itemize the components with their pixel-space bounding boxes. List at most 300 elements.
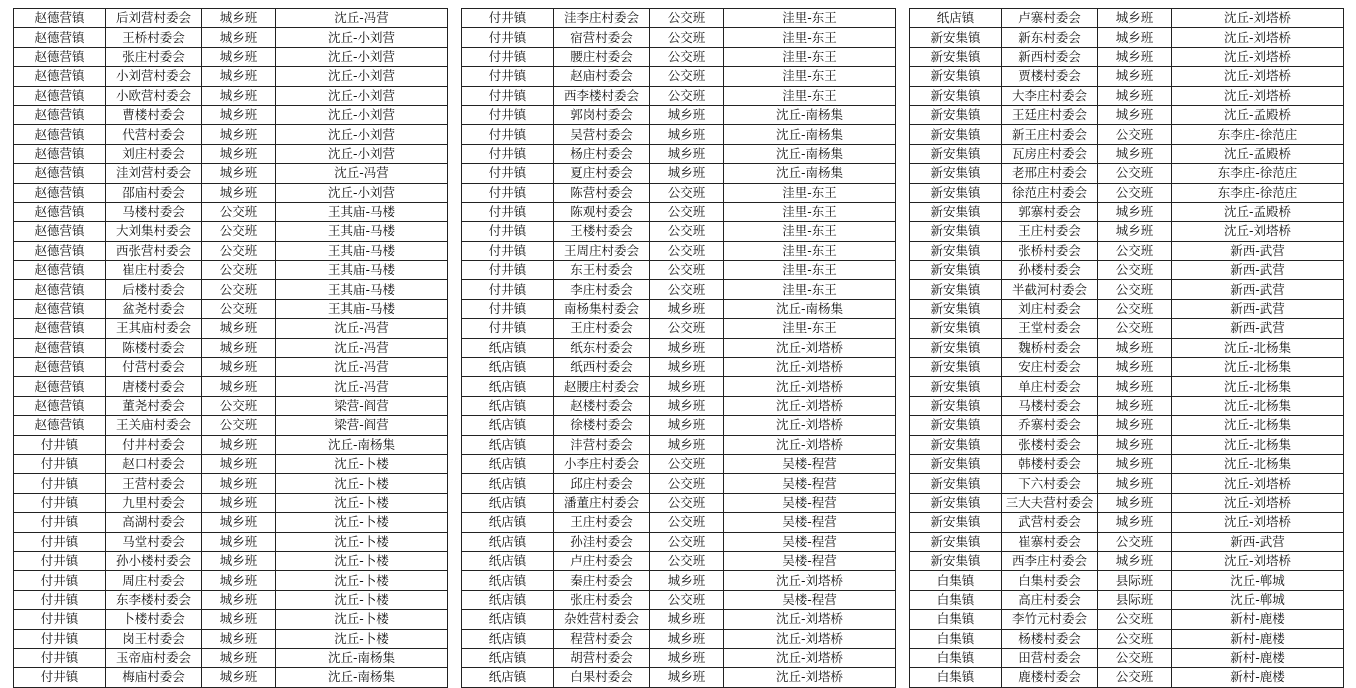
table-row	[910, 571, 1344, 590]
route-cell: 沈丘-北杨集	[1172, 454, 1344, 473]
route-cell: 新西-武营	[1172, 280, 1344, 299]
route-cell: 沈丘-南杨集	[724, 125, 896, 144]
table-row	[462, 183, 896, 202]
service-type-cell: 城乡班	[202, 668, 276, 687]
service-type-cell: 公交班	[202, 202, 276, 221]
table-row	[14, 67, 448, 86]
village-cell: 张庄村委会	[106, 47, 202, 66]
route-cell: 沈丘-小刘营	[276, 86, 448, 105]
town-cell: 白集镇	[910, 590, 1002, 609]
route-cell: 洼里-东王	[724, 28, 896, 47]
service-type-cell: 城乡班	[202, 358, 276, 377]
service-type-cell: 城乡班	[1098, 551, 1172, 570]
service-type-cell: 公交班	[202, 299, 276, 318]
town-cell: 赵德营镇	[14, 86, 106, 105]
town-cell: 付井镇	[462, 86, 554, 105]
table-row	[14, 629, 448, 648]
route-cell: 洼里-东王	[724, 241, 896, 260]
service-type-cell: 城乡班	[650, 377, 724, 396]
service-type-cell: 公交班	[650, 28, 724, 47]
village-cell: 孙楼村委会	[1002, 261, 1098, 280]
route-cell: 王其庙-马楼	[276, 241, 448, 260]
town-cell: 新安集镇	[910, 47, 1002, 66]
route-cell: 王其庙-马楼	[276, 280, 448, 299]
service-type-cell: 城乡班	[650, 125, 724, 144]
route-cell: 东李庄-徐范庄	[1172, 125, 1344, 144]
town-cell: 纸店镇	[462, 551, 554, 570]
village-cell: 南杨集村委会	[554, 299, 650, 318]
village-cell: 梅庙村委会	[106, 668, 202, 687]
village-cell: 刘庄村委会	[106, 144, 202, 163]
town-cell: 付井镇	[462, 241, 554, 260]
route-cell: 沈丘-冯营	[276, 164, 448, 183]
route-cell: 沈丘-小刘营	[276, 183, 448, 202]
village-cell: 西李楼村委会	[554, 86, 650, 105]
village-cell: 潘董庄村委会	[554, 493, 650, 512]
route-cell: 沈丘-刘塔桥	[1172, 28, 1344, 47]
village-cell: 王庄村委会	[554, 319, 650, 338]
table-row	[14, 571, 448, 590]
service-type-cell: 公交班	[1098, 532, 1172, 551]
town-cell: 赵德营镇	[14, 183, 106, 202]
table-row	[910, 280, 1344, 299]
table-row	[14, 280, 448, 299]
route-cell: 沈丘-刘塔桥	[1172, 47, 1344, 66]
village-cell: 宿营村委会	[554, 28, 650, 47]
service-type-cell: 县际班	[1098, 590, 1172, 609]
service-type-cell: 公交班	[202, 241, 276, 260]
service-type-cell: 城乡班	[1098, 454, 1172, 473]
route-cell: 沈丘-刘塔桥	[1172, 86, 1344, 105]
town-cell: 新安集镇	[910, 86, 1002, 105]
village-cell: 唐楼村委会	[106, 377, 202, 396]
route-cell: 沈丘-刘塔桥	[1172, 222, 1344, 241]
village-cell: 王桥村委会	[106, 28, 202, 47]
table-row	[910, 396, 1344, 415]
town-cell: 付井镇	[462, 47, 554, 66]
table-row	[910, 338, 1344, 357]
route-cell: 沈丘-刘塔桥	[724, 396, 896, 415]
town-cell: 付井镇	[462, 105, 554, 124]
service-type-cell: 城乡班	[202, 67, 276, 86]
table-row	[462, 125, 896, 144]
table-row	[462, 67, 896, 86]
service-type-cell: 城乡班	[650, 610, 724, 629]
service-type-cell: 公交班	[650, 454, 724, 473]
town-cell: 付井镇	[462, 299, 554, 318]
town-cell: 新安集镇	[910, 241, 1002, 260]
town-cell: 付井镇	[462, 144, 554, 163]
service-type-cell: 公交班	[1098, 319, 1172, 338]
town-cell: 付井镇	[14, 454, 106, 473]
village-cell: 白果村委会	[554, 668, 650, 687]
service-type-cell: 城乡班	[650, 668, 724, 687]
town-cell: 赵德营镇	[14, 164, 106, 183]
town-cell: 新安集镇	[910, 493, 1002, 512]
village-cell: 张桥村委会	[1002, 241, 1098, 260]
town-cell: 新安集镇	[910, 377, 1002, 396]
route-cell: 王其庙-马楼	[276, 299, 448, 318]
town-cell: 付井镇	[14, 551, 106, 570]
village-cell: 陈营村委会	[554, 183, 650, 202]
village-cell: 卜楼村委会	[106, 610, 202, 629]
table-row	[462, 416, 896, 435]
service-type-cell: 城乡班	[650, 105, 724, 124]
route-cell: 沈丘-孟殿桥	[1172, 105, 1344, 124]
table-row	[910, 105, 1344, 124]
town-cell: 新安集镇	[910, 105, 1002, 124]
village-cell: 孙小楼村委会	[106, 551, 202, 570]
route-cell: 沈丘-刘塔桥	[1172, 9, 1344, 28]
table-row	[910, 648, 1344, 667]
service-type-cell: 公交班	[1098, 183, 1172, 202]
village-cell: 瓦房庄村委会	[1002, 144, 1098, 163]
route-cell: 沈丘-刘塔桥	[724, 358, 896, 377]
town-cell: 白集镇	[910, 648, 1002, 667]
route-cell: 沈丘-小刘营	[276, 47, 448, 66]
service-type-cell: 公交班	[1098, 668, 1172, 687]
table-row	[910, 67, 1344, 86]
town-cell: 纸店镇	[462, 629, 554, 648]
town-cell: 新安集镇	[910, 222, 1002, 241]
table-row	[910, 454, 1344, 473]
town-cell: 纸店镇	[462, 493, 554, 512]
route-cell: 沈丘-卜楼	[276, 454, 448, 473]
route-cell: 新村-鹿楼	[1172, 648, 1344, 667]
service-type-cell: 城乡班	[202, 9, 276, 28]
route-cell: 梁营-阎营	[276, 396, 448, 415]
village-cell: 卢寨村委会	[1002, 9, 1098, 28]
table-row	[14, 513, 448, 532]
table-row	[14, 396, 448, 415]
route-cell: 新村-鹿楼	[1172, 668, 1344, 687]
town-cell: 付井镇	[14, 532, 106, 551]
town-cell: 付井镇	[462, 9, 554, 28]
town-cell: 新安集镇	[910, 551, 1002, 570]
route-cell: 王其庙-马楼	[276, 261, 448, 280]
village-cell: 付井村委会	[106, 435, 202, 454]
route-cell: 洼里-东王	[724, 280, 896, 299]
village-cell: 周庄村委会	[106, 571, 202, 590]
village-cell: 武营村委会	[1002, 513, 1098, 532]
village-cell: 老邢庄村委会	[1002, 164, 1098, 183]
town-cell: 付井镇	[14, 435, 106, 454]
village-cell: 赵庙村委会	[554, 67, 650, 86]
village-cell: 白集村委会	[1002, 571, 1098, 590]
town-cell: 新安集镇	[910, 67, 1002, 86]
village-cell: 夏庄村委会	[554, 164, 650, 183]
town-cell: 新安集镇	[910, 532, 1002, 551]
village-cell: 陈观村委会	[554, 202, 650, 221]
town-cell: 付井镇	[14, 629, 106, 648]
village-cell: 郭寨村委会	[1002, 202, 1098, 221]
table-row	[14, 261, 448, 280]
town-cell: 新安集镇	[910, 299, 1002, 318]
table-row	[910, 47, 1344, 66]
service-type-cell: 公交班	[650, 86, 724, 105]
town-cell: 赵德营镇	[14, 416, 106, 435]
table-row	[910, 629, 1344, 648]
table-row	[462, 47, 896, 66]
village-cell: 后楼村委会	[106, 280, 202, 299]
service-type-cell: 公交班	[202, 222, 276, 241]
table-row	[462, 105, 896, 124]
service-type-cell: 城乡班	[202, 590, 276, 609]
service-type-cell: 城乡班	[202, 105, 276, 124]
route-cell: 沈丘-刘塔桥	[724, 435, 896, 454]
town-cell: 付井镇	[462, 261, 554, 280]
table-row	[14, 222, 448, 241]
table-row	[14, 125, 448, 144]
town-cell: 纸店镇	[462, 513, 554, 532]
village-cell: 杂姓营村委会	[554, 610, 650, 629]
village-cell: 东王村委会	[554, 261, 650, 280]
village-cell: 新西村委会	[1002, 47, 1098, 66]
service-type-cell: 城乡班	[650, 144, 724, 163]
village-cell: 贾楼村委会	[1002, 67, 1098, 86]
village-cell: 吴营村委会	[554, 125, 650, 144]
service-type-cell: 城乡班	[1098, 28, 1172, 47]
table-row	[14, 202, 448, 221]
service-type-cell: 城乡班	[650, 358, 724, 377]
service-type-cell: 城乡班	[202, 125, 276, 144]
table-row	[910, 513, 1344, 532]
town-cell: 新安集镇	[910, 396, 1002, 415]
table-row	[462, 493, 896, 512]
service-type-cell: 公交班	[650, 202, 724, 221]
village-cell: 赵口村委会	[106, 454, 202, 473]
table-row	[910, 183, 1344, 202]
town-cell: 白集镇	[910, 571, 1002, 590]
service-type-cell: 县际班	[1098, 571, 1172, 590]
route-cell: 王其庙-马楼	[276, 222, 448, 241]
town-cell: 赵德营镇	[14, 396, 106, 415]
village-cell: 新东村委会	[1002, 28, 1098, 47]
table-row	[910, 551, 1344, 570]
service-type-cell: 城乡班	[1098, 144, 1172, 163]
town-cell: 赵德营镇	[14, 338, 106, 357]
service-type-cell: 公交班	[650, 319, 724, 338]
route-cell: 吴楼-程营	[724, 551, 896, 570]
service-type-cell: 城乡班	[202, 629, 276, 648]
service-type-cell: 城乡班	[650, 338, 724, 357]
service-type-cell: 公交班	[650, 261, 724, 280]
town-cell: 新安集镇	[910, 454, 1002, 473]
village-cell: 新王庄村委会	[1002, 125, 1098, 144]
village-cell: 王周庄村委会	[554, 241, 650, 260]
service-type-cell: 城乡班	[202, 513, 276, 532]
route-table-right	[909, 8, 1344, 688]
table-row	[14, 183, 448, 202]
village-cell: 孙洼村委会	[554, 532, 650, 551]
town-cell: 纸店镇	[462, 610, 554, 629]
town-cell: 纸店镇	[462, 435, 554, 454]
village-cell: 陈楼村委会	[106, 338, 202, 357]
table-row	[910, 222, 1344, 241]
route-cell: 东李庄-徐范庄	[1172, 183, 1344, 202]
route-cell: 洼里-东王	[724, 222, 896, 241]
table-row	[462, 9, 896, 28]
village-cell: 郭岗村委会	[554, 105, 650, 124]
table-row	[910, 9, 1344, 28]
route-cell: 沈丘-冯营	[276, 338, 448, 357]
table-row	[14, 86, 448, 105]
route-cell: 沈丘-小刘营	[276, 125, 448, 144]
table-row	[462, 396, 896, 415]
town-cell: 新安集镇	[910, 202, 1002, 221]
route-cell: 沈丘-卜楼	[276, 610, 448, 629]
table-row	[14, 241, 448, 260]
village-cell: 王廷庄村委会	[1002, 105, 1098, 124]
town-cell: 新安集镇	[910, 416, 1002, 435]
town-cell: 纸店镇	[462, 454, 554, 473]
village-cell: 杨庄村委会	[554, 144, 650, 163]
route-cell: 沈丘-卜楼	[276, 532, 448, 551]
table-row	[14, 474, 448, 493]
service-type-cell: 城乡班	[650, 435, 724, 454]
table-row	[910, 590, 1344, 609]
village-cell: 沣营村委会	[554, 435, 650, 454]
town-cell: 付井镇	[14, 513, 106, 532]
village-cell: 李竹元村委会	[1002, 610, 1098, 629]
village-cell: 三大夫营村委会	[1002, 493, 1098, 512]
service-type-cell: 城乡班	[1098, 377, 1172, 396]
route-cell: 东李庄-徐范庄	[1172, 164, 1344, 183]
route-cell: 沈丘-南杨集	[276, 648, 448, 667]
table-row	[910, 416, 1344, 435]
table-row	[910, 319, 1344, 338]
town-cell: 付井镇	[14, 668, 106, 687]
route-cell: 沈丘-小刘营	[276, 105, 448, 124]
route-cell: 沈丘-刘塔桥	[1172, 474, 1344, 493]
service-type-cell: 城乡班	[202, 454, 276, 473]
village-cell: 马楼村委会	[1002, 396, 1098, 415]
route-cell: 洼里-东王	[724, 319, 896, 338]
table-row	[14, 648, 448, 667]
village-cell: 邵庙村委会	[106, 183, 202, 202]
town-cell: 付井镇	[462, 319, 554, 338]
town-cell: 付井镇	[462, 183, 554, 202]
village-cell: 王楼村委会	[554, 222, 650, 241]
village-cell: 杨楼村委会	[1002, 629, 1098, 648]
table-row	[462, 319, 896, 338]
route-cell: 洼里-东王	[724, 67, 896, 86]
service-type-cell: 公交班	[650, 67, 724, 86]
route-cell: 沈丘-北杨集	[1172, 396, 1344, 415]
service-type-cell: 城乡班	[1098, 416, 1172, 435]
service-type-cell: 城乡班	[1098, 202, 1172, 221]
service-type-cell: 城乡班	[650, 416, 724, 435]
town-cell: 白集镇	[910, 610, 1002, 629]
service-type-cell: 城乡班	[1098, 435, 1172, 454]
village-cell: 小欧营村委会	[106, 86, 202, 105]
service-type-cell: 公交班	[650, 551, 724, 570]
table-row	[910, 164, 1344, 183]
town-cell: 新安集镇	[910, 338, 1002, 357]
town-cell: 赵德营镇	[14, 144, 106, 163]
table-row	[14, 435, 448, 454]
town-cell: 纸店镇	[910, 9, 1002, 28]
table-row	[462, 610, 896, 629]
route-cell: 沈丘-刘塔桥	[1172, 551, 1344, 570]
village-cell: 赵楼村委会	[554, 396, 650, 415]
town-cell: 纸店镇	[462, 474, 554, 493]
table-row	[14, 454, 448, 473]
service-type-cell: 公交班	[202, 416, 276, 435]
route-cell: 沈丘-郸城	[1172, 590, 1344, 609]
route-cell: 洼里-东王	[724, 183, 896, 202]
table-row	[14, 47, 448, 66]
route-cell: 沈丘-刘塔桥	[724, 377, 896, 396]
route-cell: 沈丘-刘塔桥	[724, 416, 896, 435]
service-type-cell: 城乡班	[202, 164, 276, 183]
route-table-middle	[461, 8, 896, 688]
village-cell: 王庄村委会	[1002, 222, 1098, 241]
service-type-cell: 城乡班	[1098, 338, 1172, 357]
service-type-cell: 城乡班	[1098, 105, 1172, 124]
town-cell: 纸店镇	[462, 532, 554, 551]
table-row	[910, 241, 1344, 260]
route-cell: 沈丘-刘塔桥	[724, 668, 896, 687]
village-cell: 安庄村委会	[1002, 358, 1098, 377]
service-type-cell: 公交班	[202, 280, 276, 299]
service-type-cell: 公交班	[650, 513, 724, 532]
table-row	[462, 532, 896, 551]
route-cell: 王其庙-马楼	[276, 202, 448, 221]
table-row	[462, 222, 896, 241]
service-type-cell: 城乡班	[202, 28, 276, 47]
village-cell: 代营村委会	[106, 125, 202, 144]
table-row	[462, 280, 896, 299]
village-cell: 小李庄村委会	[554, 454, 650, 473]
table-row	[462, 241, 896, 260]
table-row	[462, 144, 896, 163]
town-cell: 赵德营镇	[14, 377, 106, 396]
village-cell: 王关庙村委会	[106, 416, 202, 435]
route-cell: 新西-武营	[1172, 241, 1344, 260]
service-type-cell: 城乡班	[650, 571, 724, 590]
service-type-cell: 城乡班	[202, 144, 276, 163]
route-cell: 新村-鹿楼	[1172, 629, 1344, 648]
route-cell: 沈丘-北杨集	[1172, 358, 1344, 377]
service-type-cell: 公交班	[650, 532, 724, 551]
service-type-cell: 城乡班	[202, 474, 276, 493]
route-cell: 沈丘-孟殿桥	[1172, 202, 1344, 221]
town-cell: 纸店镇	[462, 648, 554, 667]
town-cell: 纸店镇	[462, 338, 554, 357]
table-row	[14, 416, 448, 435]
town-cell: 新安集镇	[910, 474, 1002, 493]
route-cell: 沈丘-北杨集	[1172, 435, 1344, 454]
route-cell: 沈丘-卜楼	[276, 590, 448, 609]
table-row	[910, 125, 1344, 144]
table-row	[462, 513, 896, 532]
table-row	[462, 590, 896, 609]
town-cell: 纸店镇	[462, 571, 554, 590]
route-cell: 沈丘-南杨集	[276, 668, 448, 687]
service-type-cell: 城乡班	[202, 648, 276, 667]
town-cell: 赵德营镇	[14, 202, 106, 221]
table-row	[910, 532, 1344, 551]
village-cell: 西李庄村委会	[1002, 551, 1098, 570]
route-cell: 沈丘-冯营	[276, 358, 448, 377]
table-row	[462, 164, 896, 183]
table-row	[14, 493, 448, 512]
service-type-cell: 公交班	[1098, 629, 1172, 648]
service-type-cell: 城乡班	[1098, 513, 1172, 532]
route-cell: 吴楼-程营	[724, 590, 896, 609]
town-cell: 纸店镇	[462, 416, 554, 435]
